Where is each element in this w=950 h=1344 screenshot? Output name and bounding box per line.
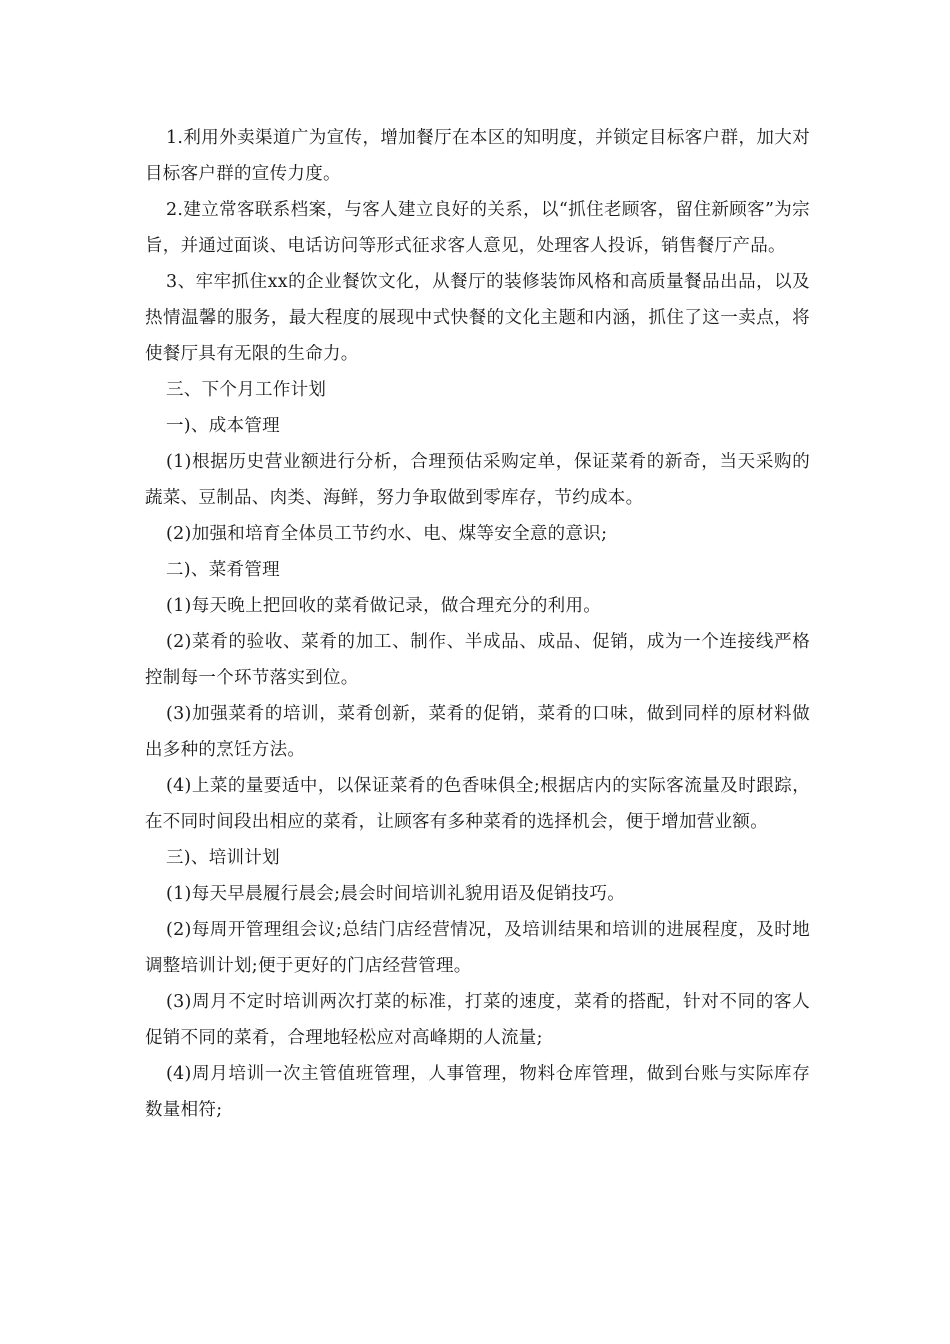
subheading-cost-management: 一)、成本管理: [166, 416, 280, 436]
paragraph-dish-4: (4)上菜的量要适中，以保证菜肴的色香味俱全;根据店内的实际客流量及时跟踪，在不同时间段出相应的菜肴，让顾客有多种菜肴的选择机会，便于增加营业额。: [145, 776, 810, 832]
paragraph-training-2: (2)每周开管理组会议;总结门店经营情况，及培训结果和培训的进展程度，及时地调整培训计划;便于更好的门店经营管理。: [145, 920, 810, 976]
section-heading-next-month-plan: 三、下个月工作计划: [166, 380, 327, 400]
paragraph-training-1: (1)每天早晨履行晨会;晨会时间培训礼貌用语及促销技巧。: [166, 884, 626, 904]
subheading-training-plan: 三)、培训计划: [166, 848, 280, 868]
paragraph-2: 2.建立常客联系档案，与客人建立良好的关系，以“抓住老顾客，留住新顾客”为宗旨，并通过面谈、电话访问等形式征求客人意见，处理客人投诉，销售餐厅产品。: [145, 200, 810, 256]
paragraph-3: 3、牢牢抓住xx的企业餐饮文化，从餐厅的装修装饰风格和高质量餐品出品，以及热情温馨的服务，最大程度的展现中式快餐的文化主题和内涵，抓住了这一卖点，将使餐厅具有无限的生命力。: [145, 272, 810, 364]
paragraph-dish-1: (1)每天晚上把回收的菜肴做记录，做合理充分的利用。: [166, 596, 602, 616]
paragraph-1: 1.利用外卖渠道广为宣传，增加餐厅在本区的知明度，并锁定目标客户群，加大对目标客户群的宣传力度。: [145, 128, 810, 184]
paragraph-training-3: (3)周月不定时培训两次打菜的标准，打菜的速度，菜肴的搭配，针对不同的客人促销不同的菜肴，合理地轻松应对高峰期的人流量;: [145, 992, 810, 1048]
paragraph-dish-2: (2)菜肴的验收、菜肴的加工、制作、半成品、成品、促销，成为一个连接线严格控制每一个环节落实到位。: [145, 632, 810, 688]
paragraph-training-4: (4)周月培训一次主管值班管理，人事管理，物料仓库管理，做到台账与实际库存数量相符;: [145, 1064, 810, 1120]
paragraph-cost-1: (1)根据历史营业额进行分析，合理预估采购定单，保证菜肴的新奇，当天采购的蔬菜、豆制品、肉类、海鲜，努力争取做到零库存，节约成本。: [145, 452, 810, 508]
document-body: [145, 120, 810, 1128]
paragraph-dish-3: (3)加强菜肴的培训，菜肴创新，菜肴的促销，菜肴的口味，做到同样的原材料做出多种的烹饪方法。: [145, 704, 810, 760]
subheading-dish-management: 二)、菜肴管理: [166, 560, 280, 580]
paragraph-cost-2: (2)加强和培育全体员工节约水、电、煤等安全意的意识;: [166, 524, 608, 544]
